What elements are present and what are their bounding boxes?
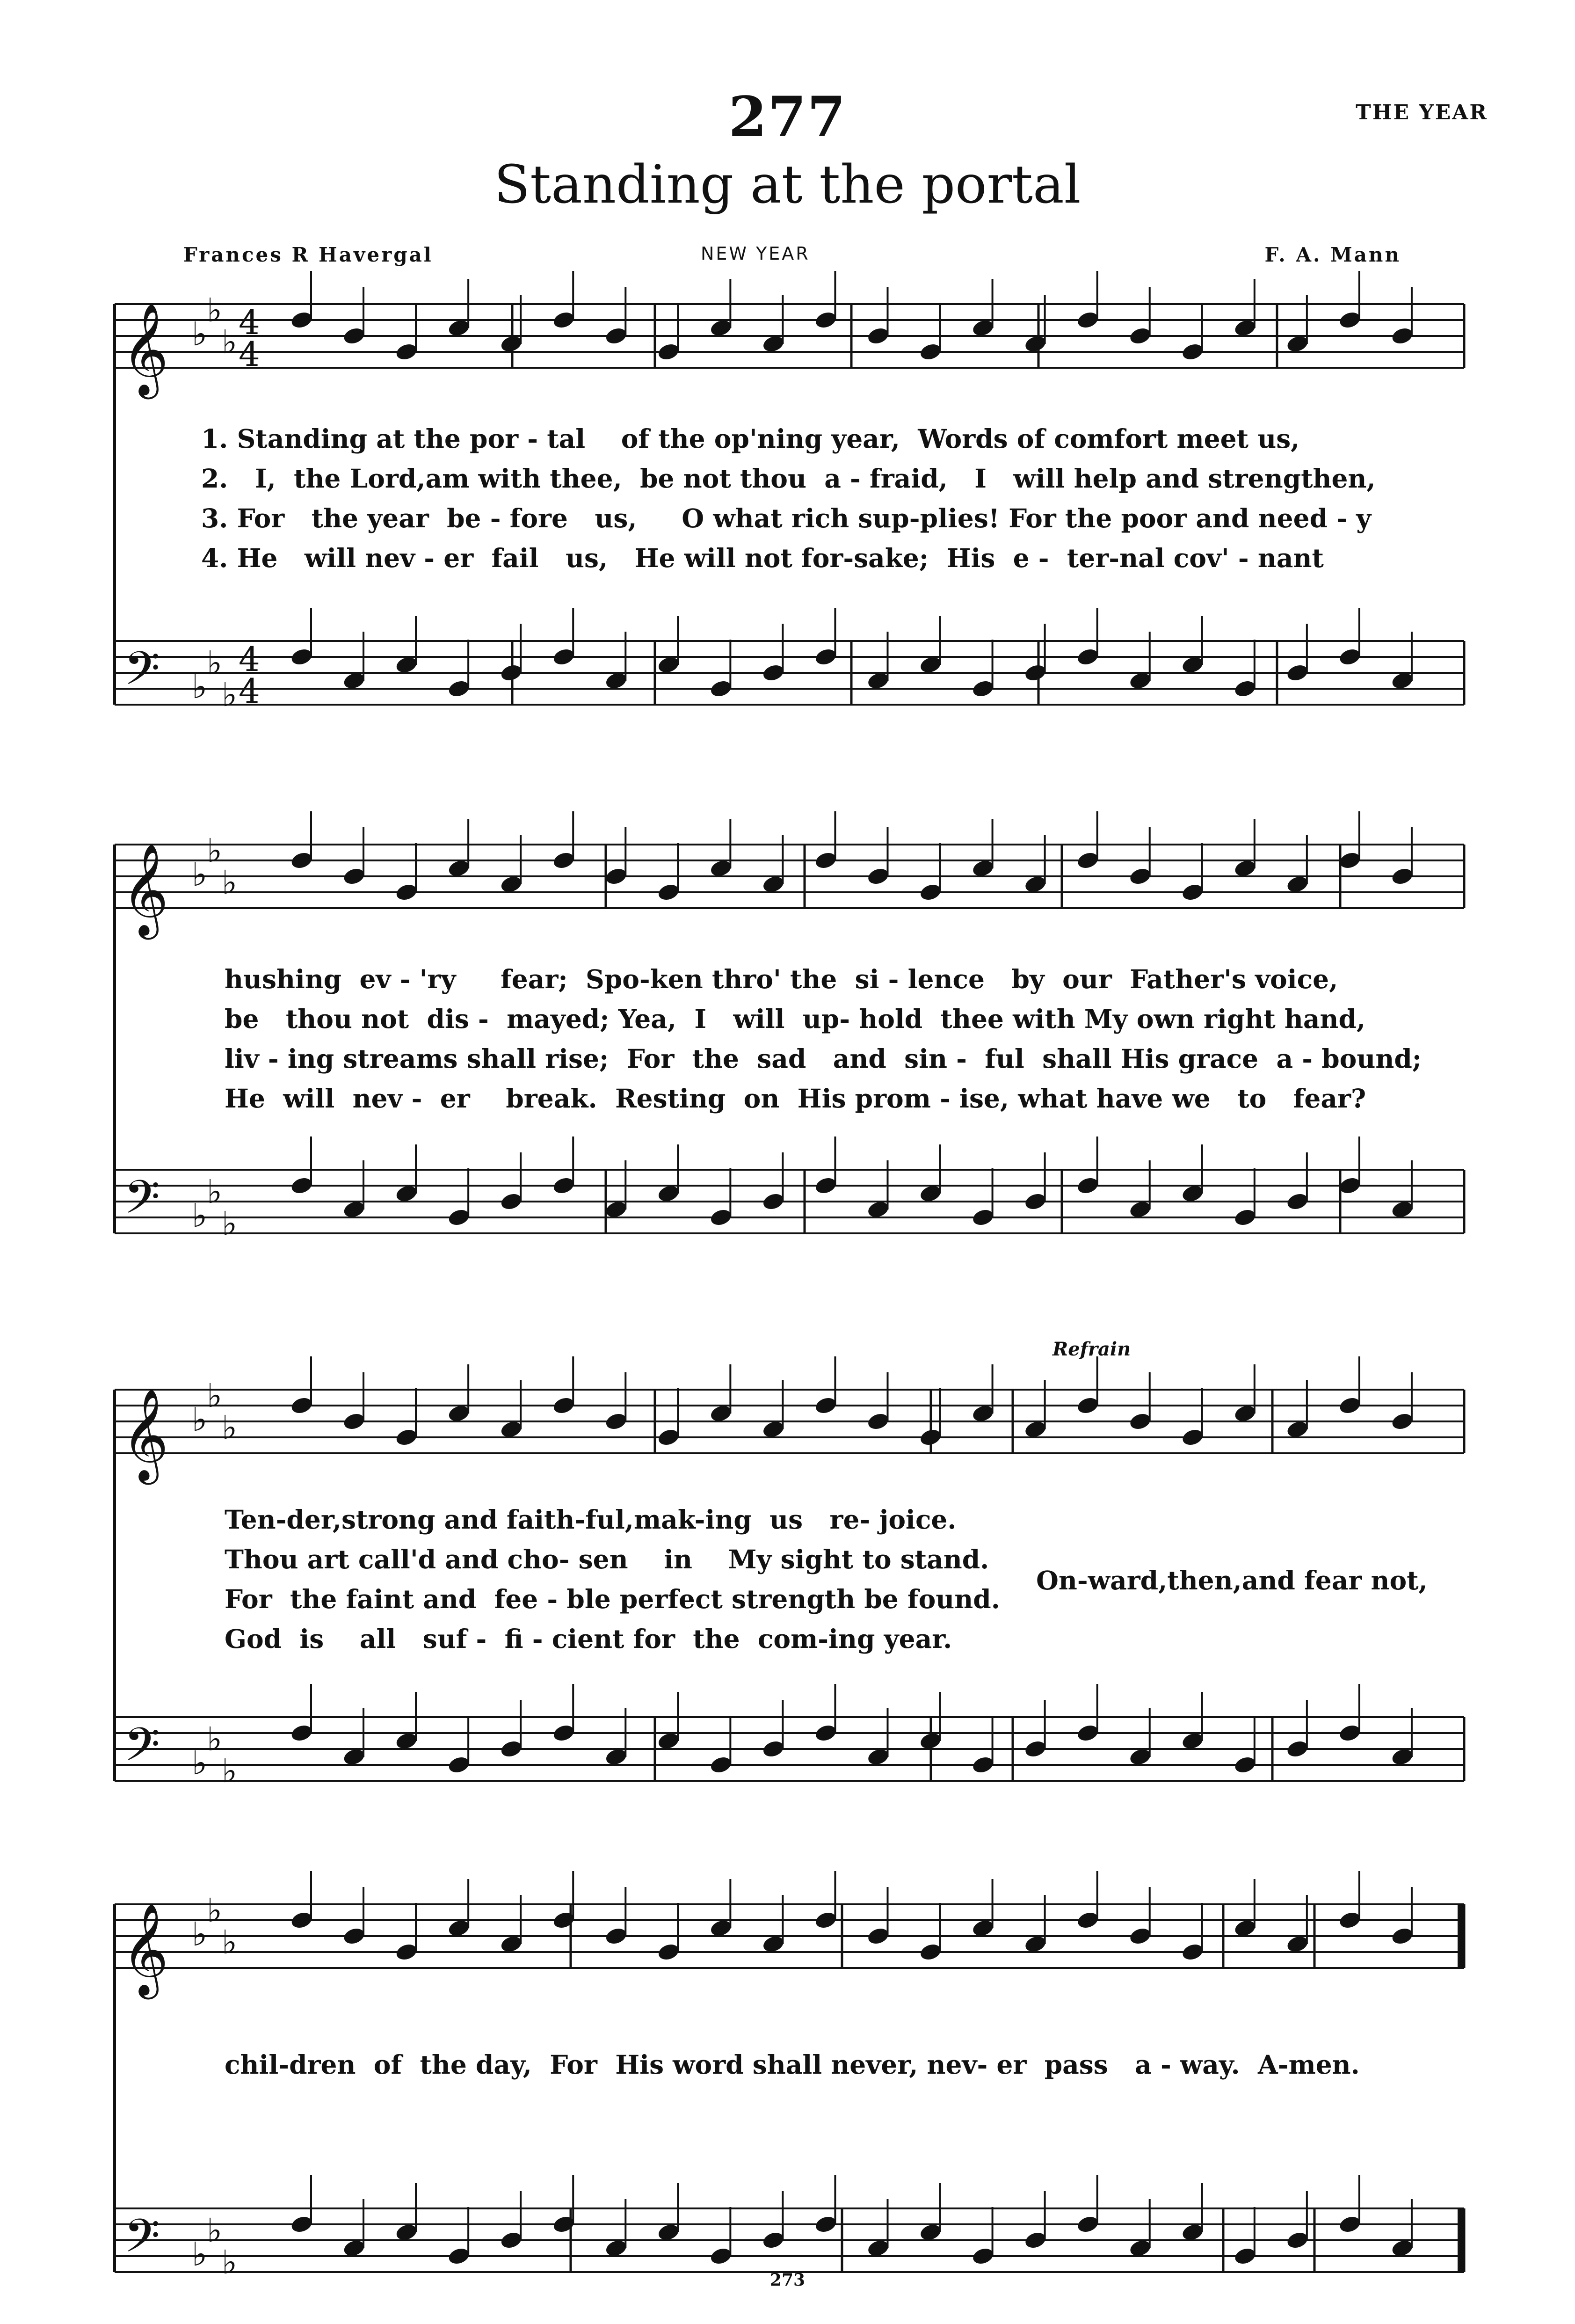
bass-clef-icon: 𝄢: [124, 1718, 160, 1783]
flat-icon: ♭: [192, 315, 208, 353]
author-credit: Frances R Havergal: [183, 243, 433, 266]
flat-icon: ♭: [192, 1196, 208, 1235]
flat-icon: ♭: [192, 1400, 208, 1439]
flat-icon: ♭: [207, 1173, 223, 1211]
lyric-line: God is all suf - fi - cient for the com-ing year.: [225, 1624, 952, 1654]
flat-icon: ♭: [207, 1377, 223, 1415]
lyric-line: be thou not dis - mayed; Yea, I will up- hold thee with My own right hand,: [225, 1004, 1366, 1034]
treble-clef-icon: 𝄞: [122, 843, 169, 936]
tune-name: NEW YEAR: [701, 243, 810, 264]
lyric-line: 1. Standing at the por - tal of the op'ning year, Words of comfort meet us,: [201, 423, 1300, 454]
lyric-line: He will nev - er break. Resting on His prom - ise, what have we to fear?: [225, 1083, 1366, 1114]
flat-icon: ♭: [222, 1752, 238, 1790]
flat-icon: ♭: [207, 831, 223, 870]
lyric-line: Thou art call'd and cho- sen in My sight to stand.: [225, 1544, 989, 1574]
refrain-label: Refrain: [1052, 1338, 1131, 1360]
flat-icon: ♭: [222, 1204, 238, 1243]
flat-icon: ♭: [222, 676, 238, 714]
treble-clef-icon: 𝄞: [122, 1388, 169, 1481]
bass-clef-icon: 𝄢: [124, 1171, 160, 1236]
final-barline: [1458, 2208, 1464, 2272]
lyric-line: Ten-der,strong and faith-ful,mak-ing us re- joice.: [225, 1504, 957, 1535]
flat-icon: ♭: [207, 644, 223, 682]
flat-icon: ♭: [207, 2211, 223, 2250]
flat-icon: ♭: [222, 863, 238, 902]
flat-icon: ♭: [192, 855, 208, 894]
refrain-lyric-line: On-ward,then,and fear not,: [1036, 1565, 1428, 1595]
time-signature: 4: [239, 671, 260, 711]
flat-icon: ♭: [192, 2235, 208, 2273]
time-signature: 4: [239, 303, 260, 342]
flat-icon: ♭: [207, 1891, 223, 1930]
flat-icon: ♭: [192, 668, 208, 706]
lyric-line: liv - ing streams shall rise; For the sad and sin - ful shall His grace a - bound;: [225, 1043, 1422, 1074]
lyric-line: chil-dren of the day, For His word shall never, nev- er pass a - way. A-men.: [225, 2049, 1360, 2080]
hymn-title: Standing at the portal: [494, 154, 1081, 215]
composer-credit: F. A. Mann: [1264, 243, 1401, 266]
flat-icon: ♭: [192, 1744, 208, 1782]
time-signature: 4: [239, 335, 260, 374]
lyric-line: For the faint and fee - ble perfect strength be found.: [225, 1584, 1000, 1614]
flat-icon: ♭: [222, 2243, 238, 2281]
bass-clef-icon: 𝄢: [124, 2209, 160, 2274]
flat-icon: ♭: [222, 1408, 238, 1447]
lyric-line: 2. I, the Lord,am with thee, be not thou a - fraid, I will help and strengthen,: [201, 463, 1376, 494]
section-heading: THE YEAR: [1356, 101, 1488, 124]
flat-icon: ♭: [222, 1923, 238, 1961]
treble-clef-icon: 𝄞: [122, 303, 169, 395]
bass-clef-icon: 𝄢: [124, 642, 160, 707]
flat-icon: ♭: [207, 1720, 223, 1758]
flat-icon: ♭: [192, 1915, 208, 1953]
hymn-number: 277: [728, 84, 847, 149]
flat-icon: ♭: [207, 291, 223, 329]
time-signature: 4: [239, 640, 260, 679]
lyric-line: 4. He will nev - er fail us, He will not for-sake; His e - ter-nal cov' - nant: [201, 543, 1324, 573]
lyric-line: 3. For the year be - fore us, O what rich sup-plies! For the poor and need - y: [201, 503, 1372, 533]
treble-clef-icon: 𝄞: [122, 1903, 169, 1996]
page-number: 273: [769, 2270, 806, 2290]
flat-icon: ♭: [222, 323, 238, 361]
lyric-line: hushing ev - 'ry fear; Spo-ken thro' the si - lence by our Father's voice,: [225, 964, 1338, 994]
final-barline: [1458, 1904, 1464, 1968]
